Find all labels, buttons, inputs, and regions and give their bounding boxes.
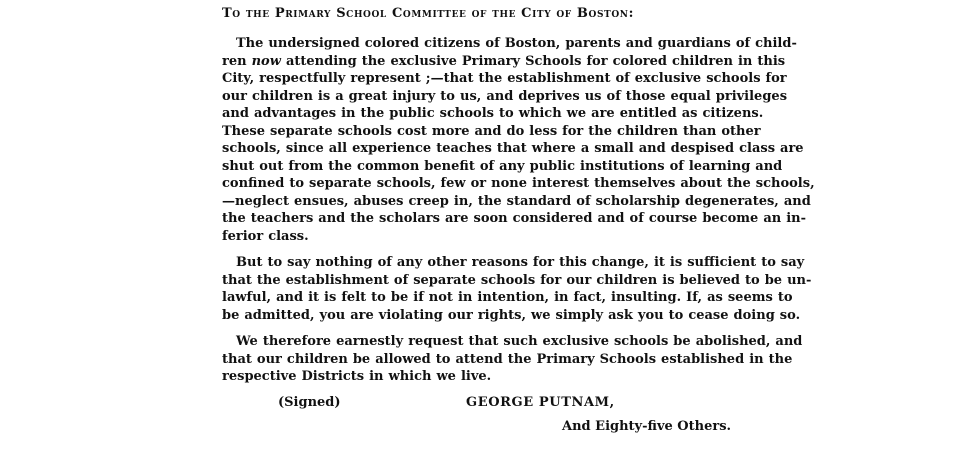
text-fragment: attending the exclusive Primary Schools for colored children in this <box>280 53 786 69</box>
signed-label: (Signed) <box>278 394 341 410</box>
signer-name: GEORGE PUTNAM, <box>466 394 615 410</box>
text-fragment: ren <box>222 53 252 69</box>
text-line: lawful, and it is felt to be if not in intention, in fact, insulting. If, as seems to <box>222 290 793 305</box>
document-heading: To the Primary School Committee of the City of Boston: <box>222 6 635 21</box>
text-line: City, respectfully represent ;—that the establishment of exclusive schools for <box>222 71 787 86</box>
text-line: confined to separate schools, few or none interest themselves about the schools, <box>222 176 815 191</box>
petition-text <box>222 6 815 435</box>
text-line: that the establishment of separate schools for our children is believed to be un- <box>222 272 812 288</box>
text-line: —neglect ensues, abuses creep in, the standard of scholarship degenerates, and <box>222 193 811 209</box>
text-line: respective Districts in which we live. <box>222 369 492 384</box>
text-line: schools, since all experience teaches that where a small and despised class are <box>222 141 804 156</box>
text-line: our children is a great injury to us, and deprives us of those equal privileges <box>222 88 788 104</box>
text-line: But to say nothing of any other reasons for this change, it is sufficient to say <box>236 255 805 270</box>
text-line: shut out from the common benefit of any public institutions of learning and <box>222 158 783 174</box>
co-signers-note: And Eighty-five Others. <box>562 418 732 434</box>
paragraph-3 <box>222 333 803 386</box>
text-line: that our children be allowed to attend the Primary Schools established in the <box>222 351 793 367</box>
signature-block <box>222 395 742 435</box>
text-line: ferior class. <box>222 228 309 244</box>
emphasized-word: now <box>251 53 281 69</box>
paragraph-1 <box>222 35 815 245</box>
text-line: be admitted, you are violating our rights, we simply ask you to cease doing so. <box>222 307 801 323</box>
text-line <box>222 53 786 71</box>
text-line: These separate schools cost more and do less for the children than other <box>222 123 761 139</box>
text-line: The undersigned colored citizens of Boston, parents and guardians of child- <box>236 36 797 51</box>
text-line: We therefore earnestly request that such exclusive schools be abolished, and <box>236 334 803 349</box>
paragraph-2 <box>222 254 812 324</box>
text-line: the teachers and the scholars are soon considered and of course become an in- <box>222 211 807 226</box>
text-line: and advantages in the public schools to which we are entitled as citizens. <box>222 106 764 121</box>
